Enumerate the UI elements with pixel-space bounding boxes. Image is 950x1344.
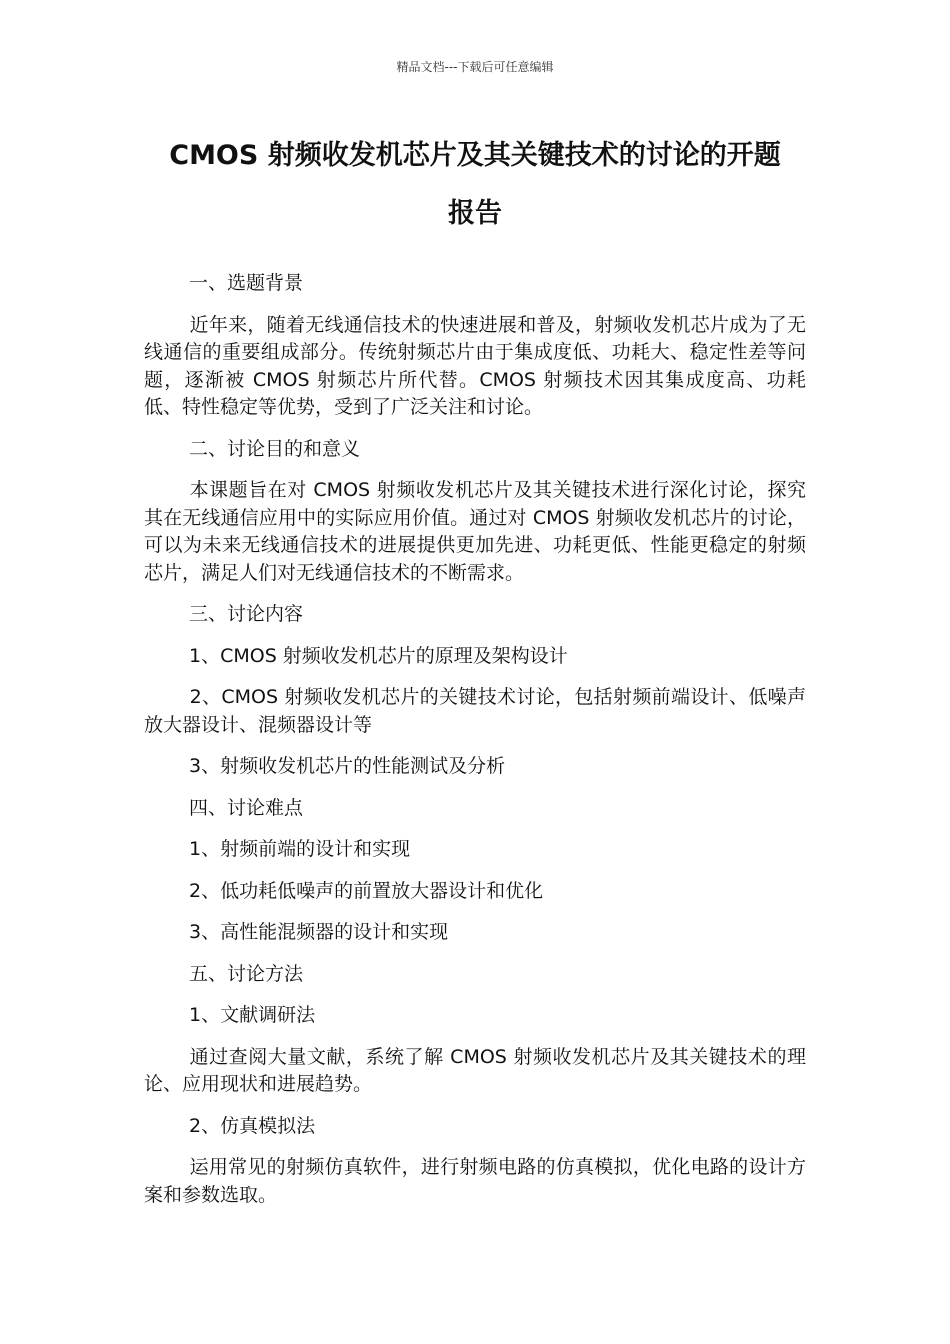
document-body: [144, 270, 806, 1223]
content-item-2: 2、CMOS 射频收发机芯片的关键技术讨论，包括射频前端设计、低噪声放大器设计、混频器设计等: [144, 686, 806, 736]
content-item-3: 3、射频收发机芯片的性能测试及分析: [189, 755, 506, 777]
section-heading-purpose: 二、讨论目的和意义: [189, 437, 361, 460]
document-title-line-2: 报告: [448, 198, 502, 229]
method-item-1-paragraph: 通过查阅大量文献，系统了解 CMOS 射频收发机芯片及其关键技术的理论、应用现状和进展趋势。: [144, 1045, 806, 1095]
paragraph-background: 近年来，随着无线通信技术的快速进展和普及，射频收发机芯片成为了无线通信的重要组成部分。传统射频芯片由于集成度低、功耗大、稳定性差等问题，逐渐被 CMOS 射频芯片所代替。CMOS 射频技术因其集成度高、功耗低、特性稳定等优势，受到了广泛关注和讨论。: [144, 313, 806, 418]
difficulty-item-2: 2、低功耗低噪声的前置放大器设计和优化: [189, 879, 544, 902]
method-item-2: 2、仿真模拟法: [189, 1114, 316, 1137]
section-heading-difficulties: 四、讨论难点: [189, 796, 304, 819]
section-heading-methods: 五、讨论方法: [189, 962, 304, 985]
method-item-2-paragraph: 运用常见的射频仿真软件，进行射频电路的仿真模拟，优化电路的设计方案和参数选取。: [144, 1156, 806, 1206]
paragraph-purpose: 本课题旨在对 CMOS 射频收发机芯片及其关键技术进行深化讨论，探究其在无线通信应用中的实际应用价值。通过对 CMOS 射频收发机芯片的讨论，可以为未来无线通信技术的进展提供更加先进、功耗更低、性能更稳定的射频芯片，满足人们对无线通信技术的不断需求。: [144, 479, 806, 584]
difficulty-item-1: 1、射频前端的设计和实现: [189, 838, 411, 860]
document-title-line-1: CMOS 射频收发机芯片及其关键技术的讨论的开题: [169, 140, 781, 171]
method-item-1: 1、文献调研法: [189, 1004, 316, 1026]
header-note: 精品文档---下载后可任意编辑: [396, 60, 554, 74]
section-heading-content: 三、讨论内容: [189, 603, 304, 625]
section-heading-background: 一、选题背景: [189, 272, 304, 294]
content-item-1: 1、CMOS 射频收发机芯片的原理及架构设计: [189, 644, 568, 667]
difficulty-item-3: 3、高性能混频器的设计和实现: [189, 921, 449, 943]
